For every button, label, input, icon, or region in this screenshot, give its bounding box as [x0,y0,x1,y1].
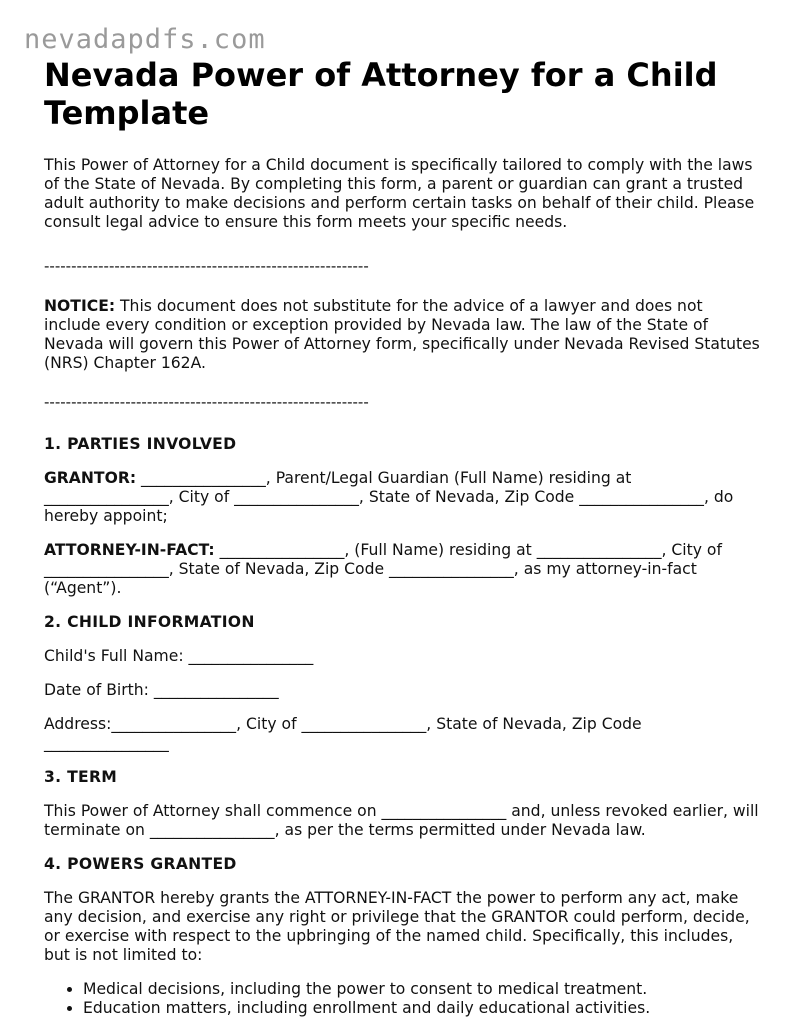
notice-label: NOTICE: [44,297,116,315]
child-address-field: Address:________________, City of ________________, State of Nevada, Zip Code ________________ [44,715,642,752]
separator-line: ------------------------------------------------------------ [44,257,369,275]
notice-paragraph [44,297,760,373]
attorney-text: ________________, (Full Name) residing at ________________, City of ________________, State of Nevada, Zip Code ________________, as my attorney-in-fact (“Agent”). [44,541,722,597]
powers-paragraph: The GRANTOR hereby grants the ATTORNEY-IN-FACT the power to perform any act, make any decision, and exercise any right or privilege that the GRANTOR could perform, decide, or exercise with respect to the upbringing of the named child. Specifically, this includes, but is not limited to: [44,889,750,964]
list-item: • Education matters, including enrollment and daily educational activities. [83,999,760,1018]
section-heading-term: 3. TERM [44,768,118,786]
page-title: Nevada Power of Attorney for a Child Template [44,56,718,132]
child-dob-field: Date of Birth: ________________ [44,681,279,699]
notice-text: This document does not substitute for the advice of a lawyer and does not include every condition or exception provided by Nevada law. The law of the State of Nevada will govern this Power of Attorney form, specifically under Nevada Revised Statutes (NRS) Chapter 162A. [44,297,760,372]
term-paragraph: This Power of Attorney shall commence on ________________ and, unless revoked earlier, will terminate on ________________, as per the terms permitted under Nevada law. [44,802,759,839]
grantor-text: ________________, Parent/Legal Guardian (Full Name) residing at ________________, City of ________________, State of Nevada, Zip Code ________________, do hereby appoint; [44,469,734,525]
section-heading-child: 2. CHILD INFORMATION [44,613,255,631]
intro-paragraph: This Power of Attorney for a Child document is specifically tailored to comply with the laws of the State of Nevada. By completing this form, a parent or guardian can grant a trusted adult authority to make decisions and perform certain tasks on behalf of their child. Please consult legal advice to ensure this form meets your specific needs. [44,156,755,231]
powers-list [44,980,760,1018]
grantor-paragraph [44,469,760,526]
section-heading-parties: 1. PARTIES INVOLVED [44,435,237,453]
watermark: nevadapdfs.com [24,24,266,55]
attorney-paragraph [44,541,760,598]
child-name-field: Child's Full Name: ________________ [44,647,314,665]
attorney-label: ATTORNEY-IN-FACT: [44,541,215,559]
grantor-label: GRANTOR: [44,469,137,487]
list-item: • Medical decisions, including the power to consent to medical treatment. [83,980,760,999]
separator-line: ------------------------------------------------------------ [44,393,369,411]
document-page [44,56,760,1018]
section-heading-powers: 4. POWERS GRANTED [44,855,237,873]
